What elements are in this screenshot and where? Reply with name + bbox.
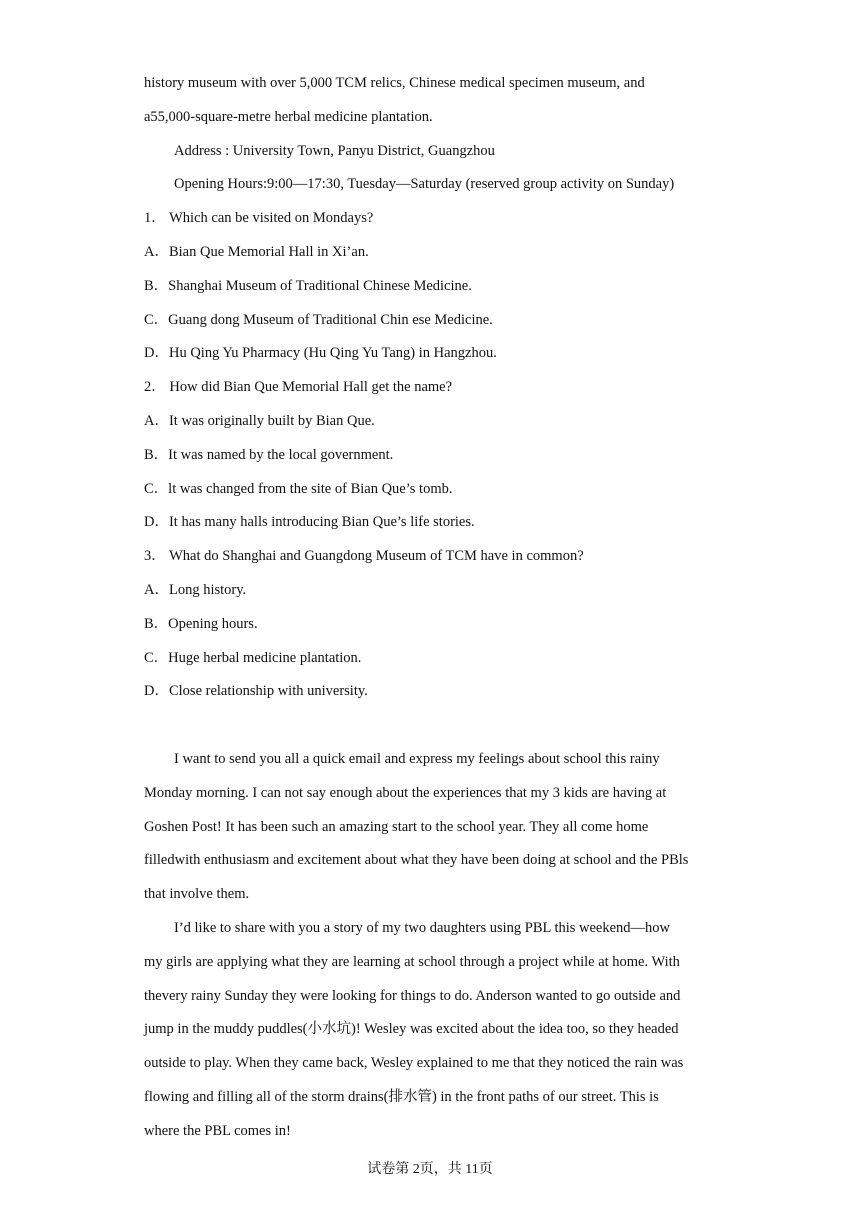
question-2-option-d[interactable]: D．It has many halls introducing Bian Que’s life stories. [144, 514, 475, 530]
question-3-option-a[interactable]: A．Long history. [144, 582, 247, 598]
passage2-p1-line-2: Monday morning. I can not say enough about the experiences that my 3 kids are having at [144, 785, 667, 801]
question-1-option-a[interactable]: A．Bian Que Memorial Hall in Xi’an. [144, 244, 369, 260]
question-3-option-b[interactable]: B．Opening hours. [144, 616, 258, 632]
passage2-p1-line-3: Goshen Post! It has been such an amazing start to the school year. They all come home [144, 819, 649, 835]
question-2-option-a[interactable]: A．It was originally built by Bian Que. [144, 413, 375, 429]
address-line: Address : University Town, Panyu District, Guangzhou [174, 143, 495, 159]
question-1-option-c[interactable]: C．Guang dong Museum of Traditional Chin ese Medicine. [144, 312, 493, 328]
passage1-line-2: a55,000-square-metre herbal medicine plantation. [144, 109, 433, 125]
question-2-option-b[interactable]: B．It was named by the local government. [144, 447, 394, 463]
passage2-p2-line-4: jump in the muddy puddles(小水坑)! Wesley was excited about the idea too, so they headed [144, 1021, 679, 1037]
passage2-p2-line-3: thevery rainy Sunday they were looking for things to do. Anderson wanted to go outside and [144, 988, 681, 1004]
passage1-line-1: history museum with over 5,000 TCM relics, Chinese medical specimen museum, and [144, 75, 645, 91]
question-1-option-b[interactable]: B．Shanghai Museum of Traditional Chinese Medicine. [144, 278, 472, 294]
question-3-stem: 3． What do Shanghai and Guangdong Museum of TCM have in common? [144, 548, 584, 564]
question-1-option-d[interactable]: D．Hu Qing Yu Pharmacy (Hu Qing Yu Tang) in Hangzhou. [144, 345, 497, 361]
passage2-p1-line-1: I want to send you all a quick email and express my feelings about school this rainy [174, 751, 660, 767]
passage2-p2-line-5: outside to play. When they came back, Wesley explained to me that they noticed the rain was [144, 1055, 684, 1071]
passage2-p2-line-1: I’d like to share with you a story of my two daughters using PBL this weekend—how [174, 920, 671, 936]
passage2-p2-line-2: my girls are applying what they are learning at school through a project while at home. With [144, 954, 680, 970]
passage2-p1-line-5: that involve them. [144, 886, 250, 902]
question-1-stem: 1． Which can be visited on Mondays? [144, 210, 374, 226]
opening-hours-line: Opening Hours:9:00—17:30, Tuesday—Saturday (reserved group activity on Sunday) [174, 176, 675, 192]
page-footer: 试卷第 2页，共 11页 [367, 1162, 493, 1177]
question-3-option-c[interactable]: C．Huge herbal medicine plantation. [144, 650, 362, 666]
question-2-option-c[interactable]: C．lt was changed from the site of Bian Que’s tomb. [144, 481, 453, 497]
question-3-option-d[interactable]: D．Close relationship with university. [144, 683, 368, 699]
passage2-p2-line-7: where the PBL comes in! [144, 1123, 291, 1139]
question-2-stem: 2． How did Bian Que Memorial Hall get the name? [144, 379, 453, 395]
passage2-p1-line-4: filledwith enthusiasm and excitement about what they have been doing at school and the PBls [144, 852, 689, 868]
passage2-p2-line-6: flowing and filling all of the storm drains(排水管) in the front paths of our street. This is [144, 1089, 659, 1105]
